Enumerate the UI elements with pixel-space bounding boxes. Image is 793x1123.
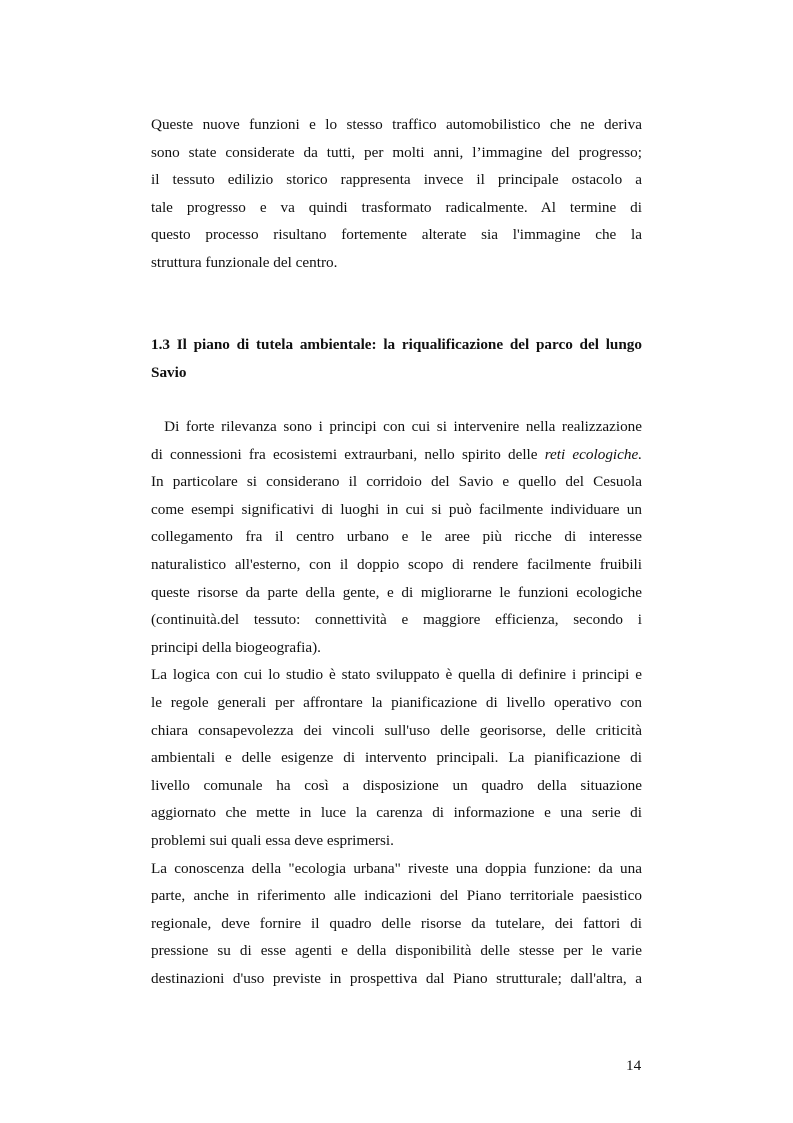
text-line: La conoscenza della "ecologia urbana" riveste una doppia funzione: da una bbox=[151, 859, 642, 877]
emphasis-reti-ecologiche: reti ecologiche. bbox=[544, 445, 642, 463]
text-line: pressione su di esse agenti e della disponibilità delle stesse per le varie bbox=[151, 942, 642, 960]
text-line: struttura funzionale del centro. bbox=[151, 253, 338, 271]
text-line: (continuità.del tessuto: connettività e maggiore efficienza, secondo i bbox=[151, 611, 642, 629]
text-line: regionale, deve fornire il quadro delle risorse da tutelare, dei fattori di bbox=[151, 914, 642, 932]
intro-paragraph bbox=[151, 111, 642, 277]
text-line: naturalistico all'esterno, con il doppio scopo di rendere facilmente fruibili bbox=[151, 555, 642, 573]
text-line: Di forte rilevanza sono i principi con cui si intervenire nella realizzazione bbox=[151, 418, 642, 435]
text-line: Queste nuove funzioni e lo stesso traffico automobilistico che ne deriva bbox=[151, 116, 642, 133]
text-line: In particolare si considerano il corridoio del Savio e quello del Cesuola bbox=[151, 473, 642, 491]
text-line: parte, anche in riferimento alle indicazioni del Piano territoriale paesistico bbox=[151, 887, 642, 905]
text-line: destinazioni d'uso previste in prospettiva dal Piano strutturale; dall'altra, a bbox=[151, 969, 642, 987]
text-line: problemi sui quali essa deve esprimersi. bbox=[151, 831, 394, 849]
text-line: chiara consapevolezza dei vincoli sull'uso delle georisorse, delle criticità bbox=[151, 721, 642, 739]
text-line: La logica con cui lo studio è stato sviluppato è quella di definire i principi e bbox=[151, 666, 642, 684]
text-line: come esempi significativi di luoghi in cui si può facilmente individuare un bbox=[151, 500, 642, 518]
text-segment: di connessioni fra ecosistemi extraurbani, nello spirito delle bbox=[151, 445, 538, 463]
text-line: le regole generali per affrontare la pianificazione di livello operativo con bbox=[151, 693, 642, 711]
page-number: 14 bbox=[626, 1057, 642, 1074]
text-line: il tessuto edilizio storico rappresenta invece il principale ostacolo a bbox=[151, 171, 642, 189]
text-line: collegamento fra il centro urbano e le aree più ricche di interesse bbox=[151, 528, 642, 546]
text-line: queste risorse da parte della gente, e di migliorarne le funzioni ecologiche bbox=[151, 583, 642, 601]
text-line: sono state considerate da tutti, per molti anni, l’immagine del progresso; bbox=[151, 143, 642, 161]
text-line-with-emphasis bbox=[151, 441, 642, 469]
text-line: tale progresso e va quindi trasformato radicalmente. Al termine di bbox=[151, 198, 642, 216]
text-line: livello comunale ha così a disposizione un quadro della situazione bbox=[151, 776, 642, 794]
text-line: ambientali e delle esigenze di intervento principali. La pianificazione di bbox=[151, 749, 642, 767]
heading-line: 1.3 Il piano di tutela ambientale: la riqualificazione del parco del lungo bbox=[151, 336, 642, 353]
text-line: principi della biogeografia). bbox=[151, 638, 321, 656]
text-line: questo processo risultano fortemente alterate sia l'immagine che la bbox=[151, 226, 642, 244]
body-text bbox=[151, 413, 642, 992]
heading-line: Savio bbox=[151, 363, 187, 381]
text-line: aggiornato che mette in luce la carenza di informazione e una serie di bbox=[151, 804, 642, 822]
section-heading bbox=[151, 331, 642, 386]
